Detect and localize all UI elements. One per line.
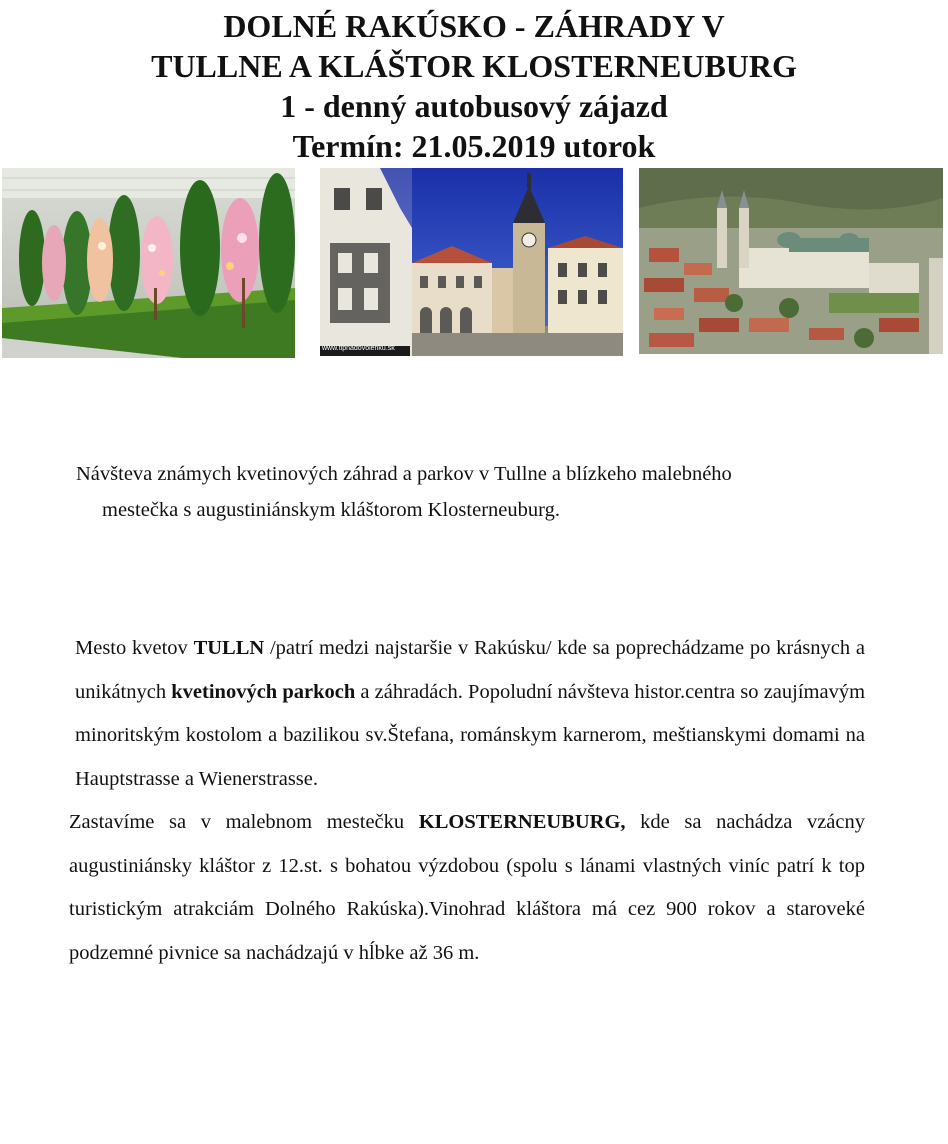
photo-watermark: www.tipnadovolenku.sk [322, 345, 395, 352]
photo-town-square [320, 168, 623, 356]
photo-flower-garden [2, 168, 295, 358]
photo-strip [0, 168, 948, 358]
p1-text-rest: a záhradách. Popoludní návšteva histor.centra so zaujímavým minoritským kostolom a bazilikou sv.Štefana, románskym karnerom, meštianskymi domami na Hauptstrasse a Wienerstrasse. [75, 680, 866, 790]
p1-text-pre: Mesto kvetov [75, 637, 194, 659]
paragraph-klosterneuburg [61, 801, 865, 975]
title-line-2: TULLNE A KLÁŠTOR KLOSTERNEUBURG [151, 48, 797, 84]
title-block [0, 6, 948, 166]
p1-bold-parks: kvetinových parkoch [171, 680, 356, 703]
intro-line-1: Návšteva známych kvetinových záhrad a parkov v Tullne a blízkeho malebného [76, 463, 732, 485]
subtitle-tour-type: 1 - denný autobusový zájazd [280, 88, 668, 124]
p1-bold-tulln: TULLN [193, 637, 265, 659]
title-line-1: DOLNÉ RAKÚSKO - ZÁHRADY V [223, 8, 725, 44]
paragraph-tulln [61, 627, 865, 801]
p1-text-mid: /patrí medzi najstaršie v Rakúsku/ kde sa poprechádzame po krásnych a unikátnych [75, 637, 865, 703]
p2-text-rest: kde sa nachádza vzácny augustiniánsky kláštor z 12.st. s bohatou výzdobou (spolu s lánami vlastných viníc patrí k top turistickým atrakciám Dolného Rakúska).Vinohrad kláštora má cez 900 rokov a staroveké podzemné pivnice sa nachádzajú v hĺbke až 36 m. [69, 811, 865, 964]
p2-text-pre: Zastavíme sa v malebnom mestečku [69, 811, 419, 833]
intro-text [76, 456, 876, 528]
subtitle-date: Termín: 21.05.2019 utorok [292, 128, 656, 164]
p2-bold-klosterneuburg: KLOSTERNEUBURG, [418, 811, 626, 833]
description-body [61, 627, 865, 975]
intro-line-2: mestečka s augustiniánskym kláštorom Klosterneuburg. [102, 499, 560, 521]
photo-klosterneuburg-aerial [639, 168, 943, 354]
